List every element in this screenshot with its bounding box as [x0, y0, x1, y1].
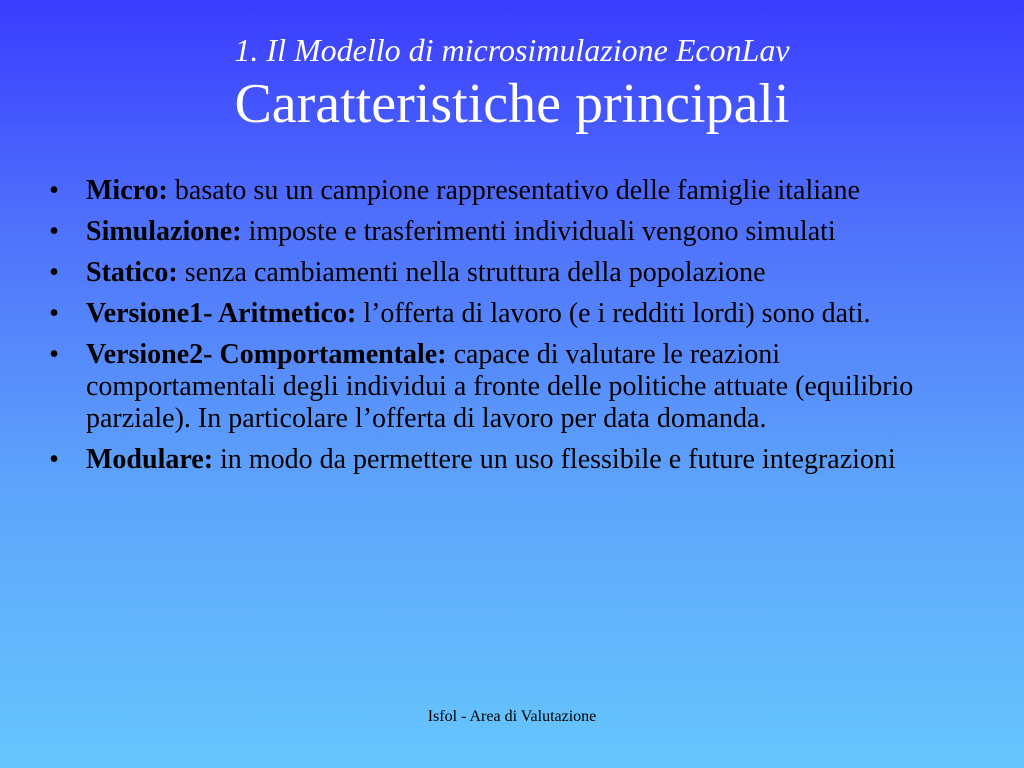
bullet-term: Simulazione: — [86, 216, 242, 247]
bullet-term: Versione1- Aritmetico: — [86, 298, 357, 329]
slide-title: Caratteristiche principali — [234, 73, 790, 135]
bullet-item-versione1 — [44, 298, 964, 330]
bullet-text: l’offerta di lavoro (e i redditi lordi) sono dati. — [356, 298, 871, 329]
bullet-term: Versione2- Comportamentale: — [86, 339, 447, 370]
bullet-dot-icon: • — [49, 339, 59, 370]
bullet-dot-icon: • — [49, 257, 59, 288]
bullet-dot-icon: • — [49, 444, 59, 475]
bullet-text: in modo da permettere un uso flessibile e future integrazioni — [213, 444, 896, 475]
bullet-term: Micro: — [86, 175, 168, 206]
bullet-item-versione2 — [44, 339, 964, 435]
bullet-term: Statico: — [86, 257, 178, 288]
bullet-dot-icon: • — [49, 175, 59, 206]
slide-subtitle: 1. Il Modello di microsimulazione EconLav — [234, 32, 790, 68]
bullet-text: imposte e trasferimenti individuali vengono simulati — [241, 216, 836, 247]
bullet-text: senza cambiamenti nella struttura della popolazione — [177, 257, 766, 288]
bullet-item-statico — [44, 257, 964, 289]
bullet-text: basato su un campione rappresentativo delle famiglie italiane — [167, 175, 860, 206]
bullet-text: capace di valutare le reazioni comportamentali degli individui a fronte delle politiche attuate (equilibrio parziale). In particolare l’offerta di lavoro per data domanda. — [86, 339, 914, 434]
bullet-item-micro — [44, 175, 964, 207]
bullet-list — [44, 175, 964, 485]
bullet-item-modulare — [44, 444, 964, 476]
bullet-item-simulazione — [44, 216, 964, 248]
bullet-term: Modulare: — [86, 444, 214, 475]
slide-footer: Isfol - Area di Valutazione — [427, 708, 597, 725]
title-block — [0, 28, 1024, 136]
bullet-dot-icon: • — [49, 298, 59, 329]
bullet-dot-icon: • — [49, 216, 59, 247]
